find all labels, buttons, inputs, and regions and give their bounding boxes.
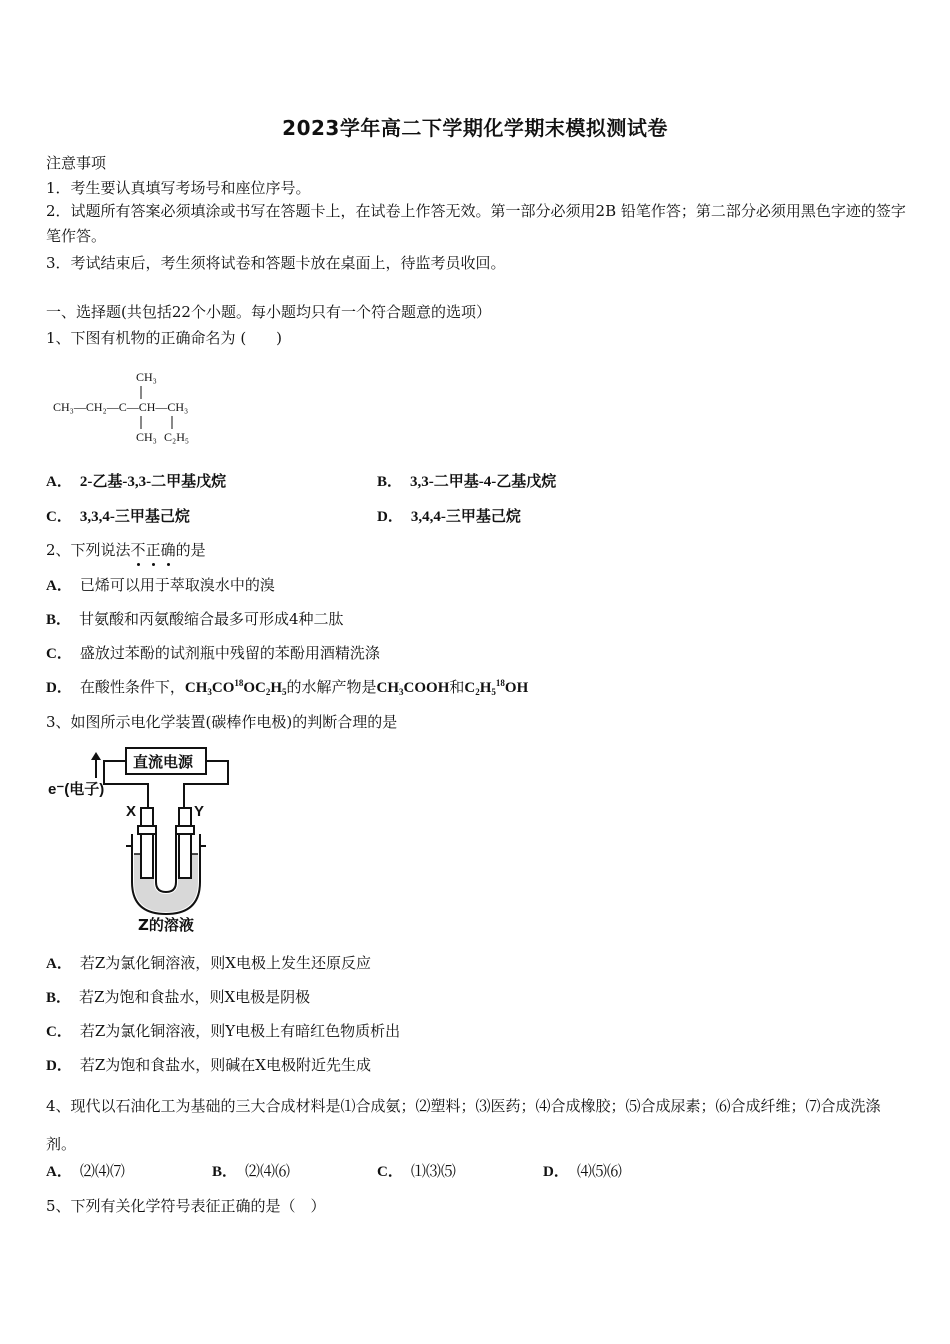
q3-option-c: C． 若Z为氯化铜溶液，则Y电极上有暗红色物质析出 — [46, 1022, 401, 1040]
q4-option-d: D． ⑷⑸⑹ — [543, 1162, 622, 1180]
electrode-y — [179, 808, 191, 878]
q1-stem: 1、下图有机物的正确命名为 ( ) — [46, 329, 283, 347]
q1-option-b: B． 3,3-二甲基-4-乙基戊烷 — [377, 474, 557, 490]
q1-main-chain: CH₃—CH₂—C—CH—CH₃ — [53, 400, 189, 414]
electron-label: e⁻(电子) — [48, 781, 105, 798]
q3-option-b: B． 若Z为饱和食盐水，则X电极是阴极 — [46, 988, 311, 1006]
notice-heading: 注意事项 — [46, 154, 107, 172]
q2-option-a: A． 已烯可以用于萃取溴水中的溴 — [46, 576, 275, 594]
q3-option-a: A． 若Z为氯化铜溶液，则X电极上发生还原反应 — [46, 954, 371, 972]
notice-item-1: 1．考生要认真填写考场号和座位序号。 — [46, 179, 311, 197]
q3-option-d: D． 若Z为饱和食盐水，则碱在X电极附近先生成 — [46, 1056, 371, 1074]
q3-stem: 3、如图所示电化学装置(碳棒作电极)的判断合理的是 — [46, 713, 398, 731]
q3-electrolysis-figure — [44, 742, 244, 934]
section-heading: 一、选择题(共包括22个小题。每小题均只有一个符合题意的选项） — [46, 303, 491, 321]
q1-bottom-ch3: CH₃ — [136, 430, 157, 444]
q1-bottom-c2h5: C₂H₅ — [164, 430, 190, 444]
q1-top-ch3: CH₃ — [136, 370, 157, 384]
power-supply-label: 直流电源 — [133, 753, 194, 771]
q2-option-b: B． 甘氨酸和丙氨酸缩合最多可形成4种二肽 — [46, 610, 344, 628]
solution-label: Z的溶液 — [138, 916, 194, 934]
electrode-x — [141, 808, 153, 878]
electrode-x-label: X — [126, 803, 137, 820]
q2-stem: 2、下列说法不正确的是 — [46, 541, 206, 559]
q1-option-d: D． 3,4,4-三甲基己烷 — [377, 509, 521, 525]
q1-structure-figure — [50, 366, 250, 450]
q2-option-c: C． 盛放过苯酚的试剂瓶中残留的苯酚用酒精洗涤 — [46, 644, 380, 662]
electrode-y-label: Y — [194, 803, 205, 820]
page-title: 2023学年高二下学期化学期末模拟测试卷 — [282, 116, 668, 140]
q4-stem: 4、现代以石油化工为基础的三大合成材料是⑴合成氨；⑵塑料；⑶医药；⑷合成橡胶；⑸合成尿素；⑹合成纤维；⑺合成洗涤剂。 — [46, 1097, 881, 1153]
notice-item-3: 3．考试结束后，考生须将试卷和答题卡放在桌面上，待监考员收回。 — [46, 254, 506, 272]
q4-option-a: A． ⑵⑷⑺ — [46, 1162, 125, 1180]
q5-stem: 5、下列有关化学符号表征正确的是（ ） — [46, 1197, 326, 1215]
q1-option-a: A． 2-乙基-3,3-二甲基戊烷 — [46, 474, 227, 490]
q2-option-d: D． 在酸性条件下，$CH_3CO^{18}OC_2H_5$的水解产物是$CH_3COOH$和$C_2H_5^{18}OH$ — [46, 678, 529, 697]
q1-option-c: C． 3,3,4-三甲基己烷 — [46, 509, 190, 525]
notice-item-2: 2．试题所有答案必须填涂或书写在答题卡上，在试卷上作答无效。第一部分必须用2B 铅笔作答；第二部分必须用黑色字迹的签字笔作答。 — [46, 202, 906, 245]
q4-option-c: C． ⑴⑶⑸ — [377, 1162, 456, 1180]
q4-option-b: B． ⑵⑷⑹ — [212, 1162, 291, 1180]
